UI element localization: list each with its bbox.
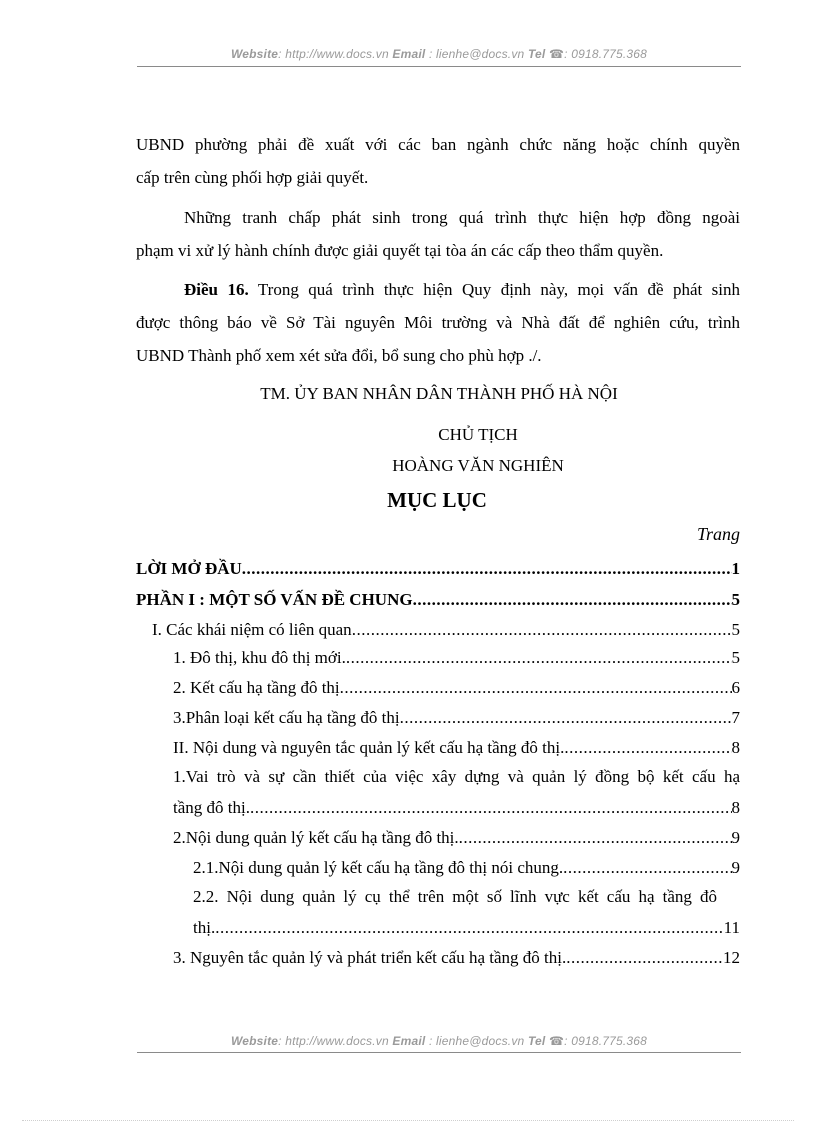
toc-entry-page: 9 xyxy=(731,828,740,847)
paragraph-line: Những tranh chấp phát sinh trong quá trình thực hiện hợp đồng ngoài xyxy=(184,208,740,227)
toc-entry-label: tầng đô thị. xyxy=(173,798,250,817)
toc-leader xyxy=(352,619,732,641)
toc-title: MỤC LỤC xyxy=(387,488,487,512)
toc-entry-page: 6 xyxy=(731,678,740,697)
phone-icon: ☎ xyxy=(549,47,565,61)
header-rule xyxy=(137,66,741,67)
email-value: : lienhe@docs.vn xyxy=(428,1034,525,1048)
paragraph-line: UBND Thành phố xem xét sửa đổi, bổ sung cho phù hợp ./. xyxy=(136,346,542,365)
tel-value: : 0918.775.368 xyxy=(564,47,648,61)
toc-leader xyxy=(250,797,732,819)
toc-entry-page: 5 xyxy=(731,620,740,639)
toc-entry-page: 9 xyxy=(731,858,740,877)
toc-page-column-label: Trang xyxy=(696,524,740,544)
signature-org xyxy=(135,384,816,404)
toc-entry[interactable] xyxy=(173,947,740,969)
email-label: Email xyxy=(392,1034,426,1048)
toc-entry[interactable] xyxy=(152,619,740,641)
paragraph-2 xyxy=(136,201,740,267)
toc-entry[interactable] xyxy=(173,797,740,819)
email-label: Email xyxy=(392,47,426,61)
toc-entry-label: LỜI MỞ ĐẦU xyxy=(136,559,242,578)
toc-entry-page: 5 xyxy=(731,648,740,667)
email-value: : lienhe@docs.vn xyxy=(428,47,525,61)
toc-entry-label-line1: 1.Vai trò và sự cần thiết của việc xây dựng và quản lý đồng bộ kết cấu hạ xyxy=(173,767,740,786)
toc-entry-page: 8 xyxy=(731,738,740,757)
toc-entry-label: II. Nội dung và nguyên tắc quản lý kết cấu hạ tầng đô thị. xyxy=(173,738,565,757)
toc-leader xyxy=(564,737,731,759)
signature-name: HOÀNG VĂN NGHIÊN xyxy=(392,456,564,475)
toc-entry-page: 11 xyxy=(723,918,740,937)
toc-entry[interactable] xyxy=(193,857,740,879)
toc-entry-page: 7 xyxy=(731,708,740,727)
website-label: Website xyxy=(230,1034,279,1048)
toc-leader xyxy=(400,707,732,729)
signature-org-text: TM. ỦY BAN NHÂN DÂN THÀNH PHỐ HÀ NỘI xyxy=(260,384,618,403)
website-url: : http://www.docs.vn xyxy=(278,47,389,61)
article-text: Trong quá trình thực hiện Quy định này, mọi vấn đề phát sinh xyxy=(248,280,741,299)
paragraph-1 xyxy=(136,128,740,194)
toc-entry-page: 8 xyxy=(731,798,740,817)
paragraph-line: UBND phường phải đề xuất với các ban ngành chức năng hoặc chính quyền xyxy=(136,135,740,154)
paragraph-line: phạm vi xử lý hành chính được giải quyết tại tòa án các cấp theo thẩm quyền. xyxy=(136,241,664,260)
toc-entry-label: 2.Nội dung quản lý kết cấu hạ tầng đô thị. xyxy=(173,828,459,847)
toc-entry-label: 3. Nguyên tắc quản lý và phát triển kết cấu hạ tầng đô thị. xyxy=(173,948,567,967)
toc-leader xyxy=(242,558,732,580)
toc-entry[interactable] xyxy=(136,589,740,611)
toc-entry-label: 2.1.Nội dung quản lý kết cấu hạ tầng đô thị nói chung. xyxy=(193,858,564,877)
page-edge xyxy=(22,1120,794,1121)
tel-value: : 0918.775.368 xyxy=(564,1034,648,1048)
article-number: Điều 16. xyxy=(184,280,249,299)
paragraph-line: được thông báo về Sở Tài nguyên Môi trường và Nhà đất để nghiên cứu, trình xyxy=(136,313,740,332)
tel-label: Tel xyxy=(527,47,546,61)
toc-entry-label: I. Các khái niệm có liên quan xyxy=(152,620,352,639)
toc-entry-label: 1. Đô thị, khu đô thị mới. xyxy=(173,648,346,667)
website-url: : http://www.docs.vn xyxy=(278,1034,389,1048)
toc-entry-label: 2. Kết cấu hạ tầng đô thị xyxy=(173,678,340,697)
website-label: Website xyxy=(230,47,279,61)
paragraph-line xyxy=(136,273,740,306)
toc-entry-label: 3.Phân loại kết cấu hạ tầng đô thị xyxy=(173,708,400,727)
phone-icon: ☎ xyxy=(549,1034,565,1048)
toc-entry-page: 12 xyxy=(723,948,740,967)
page-footer xyxy=(137,1034,741,1050)
toc-leader xyxy=(215,917,723,939)
toc-entry-page: 5 xyxy=(731,590,740,609)
signature-role: CHỦ TỊCH xyxy=(438,425,518,444)
toc-leader xyxy=(340,677,732,699)
toc-entry[interactable] xyxy=(136,558,740,580)
toc-entry[interactable] xyxy=(173,827,740,849)
toc-entry-page: 1 xyxy=(731,559,740,578)
toc-entry-label: thị. xyxy=(193,918,216,937)
toc-leader xyxy=(566,947,723,969)
toc-entry[interactable] xyxy=(193,917,740,939)
toc-entry[interactable] xyxy=(173,737,740,759)
toc-entry[interactable] xyxy=(173,647,740,669)
toc-leader xyxy=(413,589,732,611)
toc-entry[interactable] xyxy=(173,677,740,699)
toc-entry-label: PHẦN I : MỘT SỐ VẤN ĐỀ CHUNG xyxy=(136,590,413,609)
tel-label: Tel xyxy=(527,1034,546,1048)
toc-entry-label-line1: 2.2. Nội dung quản lý cụ thể trên một số lĩnh vực kết cấu hạ tầng đô xyxy=(193,887,717,906)
toc-leader xyxy=(563,857,731,879)
page-header xyxy=(137,47,741,63)
paragraph-line: cấp trên cùng phối hợp giải quyết. xyxy=(136,168,369,187)
toc-entry[interactable] xyxy=(173,707,740,729)
toc-leader xyxy=(346,647,732,669)
footer-rule xyxy=(137,1052,741,1053)
paragraph-3 xyxy=(136,273,740,372)
toc-leader xyxy=(459,827,732,849)
